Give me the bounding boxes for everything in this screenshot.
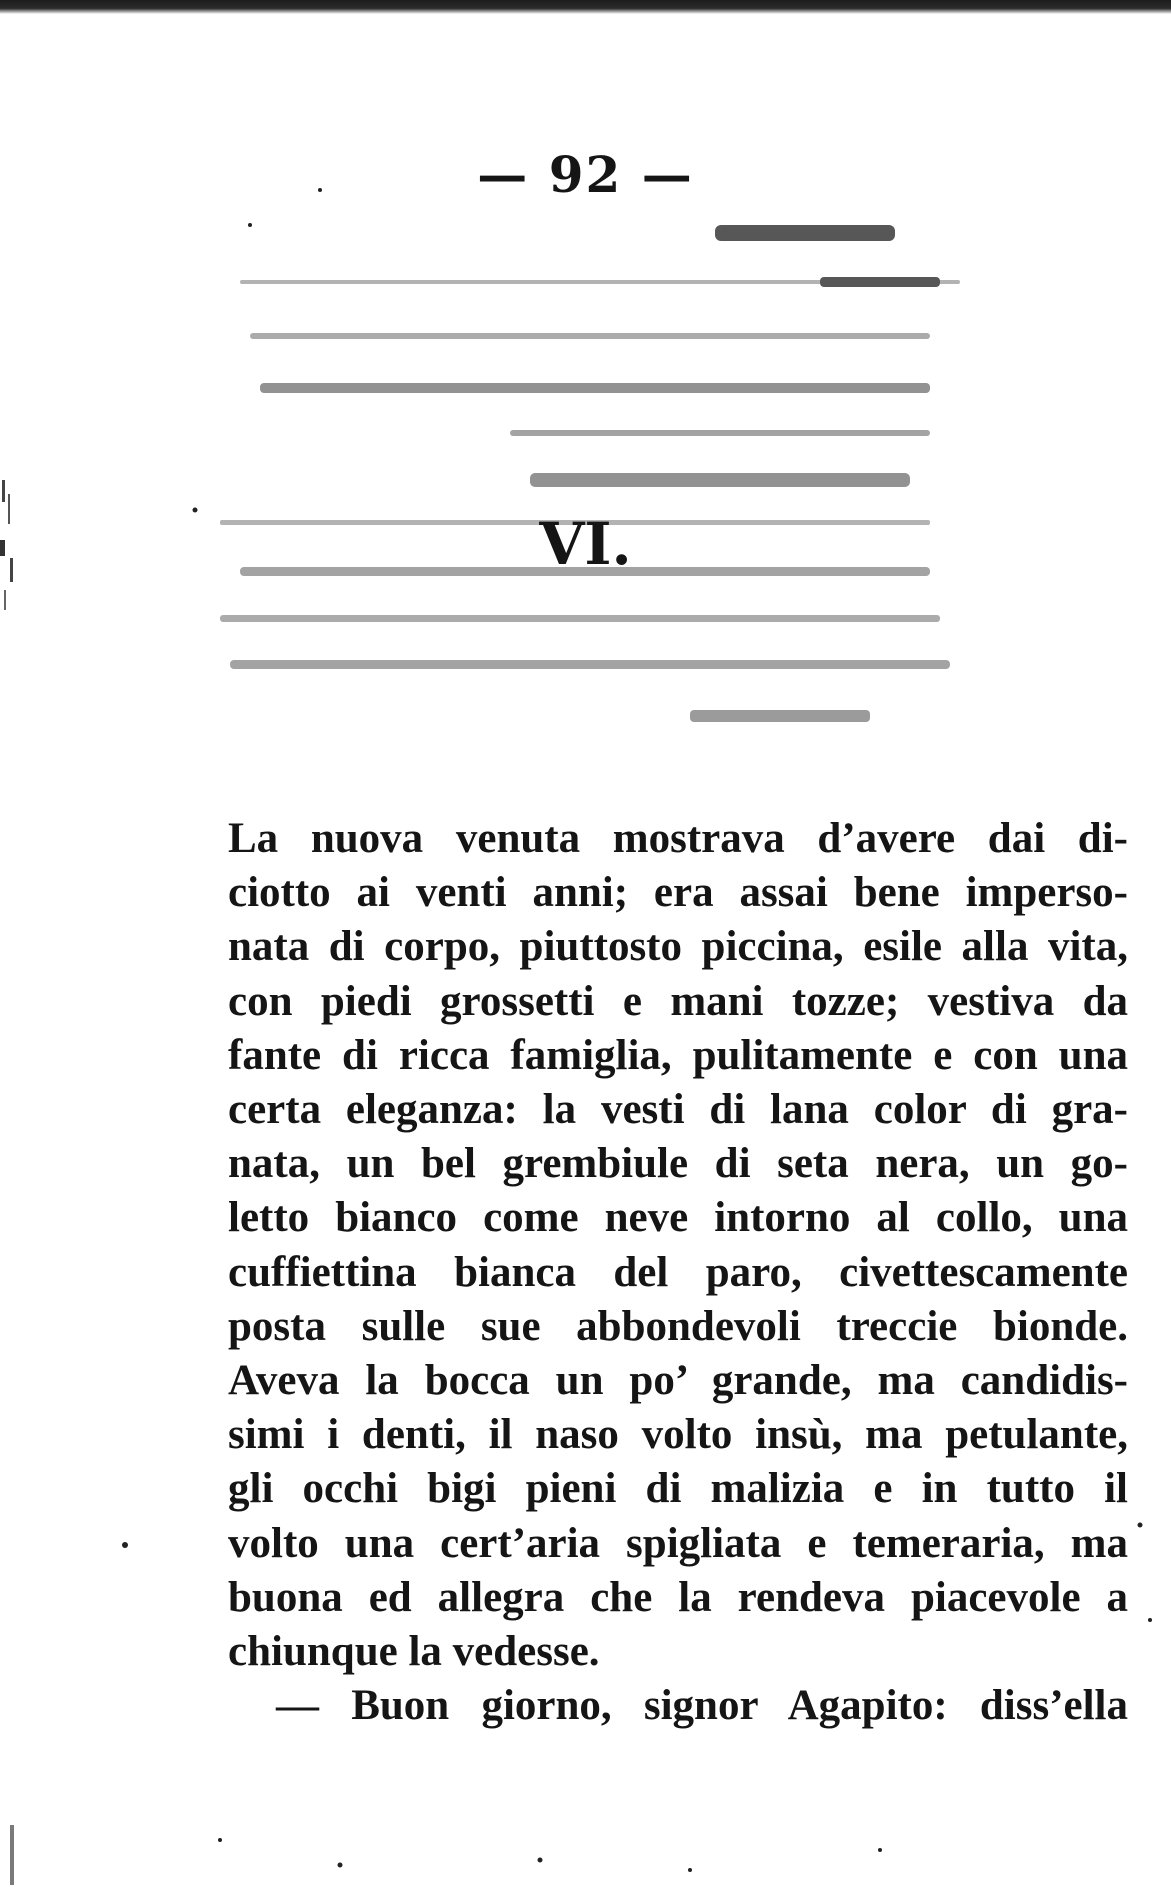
text-line: chiunque la vedesse. xyxy=(228,1628,600,1676)
text-line: cuffiettina bianca del paro, civettescamente xyxy=(228,1248,1128,1296)
scan-top-border xyxy=(0,0,1171,14)
text-line: La nuova venuta mostrava d’avere dai di- xyxy=(228,815,1128,862)
text-line: certa eleganza: la vesti di lana color di gra- xyxy=(228,1086,1128,1134)
text-line: con piedi grossetti e mani tozze; vestiva da xyxy=(228,977,1128,1025)
page-number: — 92 — xyxy=(477,145,694,204)
text-line: ciotto ai venti anni; era assai bene imperso- xyxy=(228,869,1128,917)
body-text xyxy=(228,812,1128,1733)
text-line: Aveva la bocca un po’ grande, ma candidis- xyxy=(228,1357,1128,1405)
text-line: letto bianco come neve intorno al collo, una xyxy=(228,1194,1128,1242)
text-line: gli occhi bigi pieni di malizia e in tutto il xyxy=(228,1465,1128,1513)
text-line: buona ed allegra che la rendeva piacevole a xyxy=(228,1573,1128,1621)
text-line: fante di ricca famiglia, pulitamente e con una xyxy=(228,1031,1128,1079)
text-line: nata, un bel grembiule di seta nera, un go- xyxy=(228,1140,1128,1188)
text-line: volto una cert’aria spigliata e temeraria, ma xyxy=(228,1519,1128,1567)
text-line: simi i denti, il naso volto insù, ma petulante, xyxy=(228,1411,1128,1459)
text-line: posta sulle sue abbondevoli treccie bionde. xyxy=(228,1302,1128,1350)
chapter-heading: VI. xyxy=(539,510,632,578)
text-line: nata di corpo, piuttosto piccina, esile alla vita, xyxy=(228,923,1128,971)
text-line-dialogue: — Buon giorno, signor Agapito: diss’ella xyxy=(276,1682,1128,1730)
